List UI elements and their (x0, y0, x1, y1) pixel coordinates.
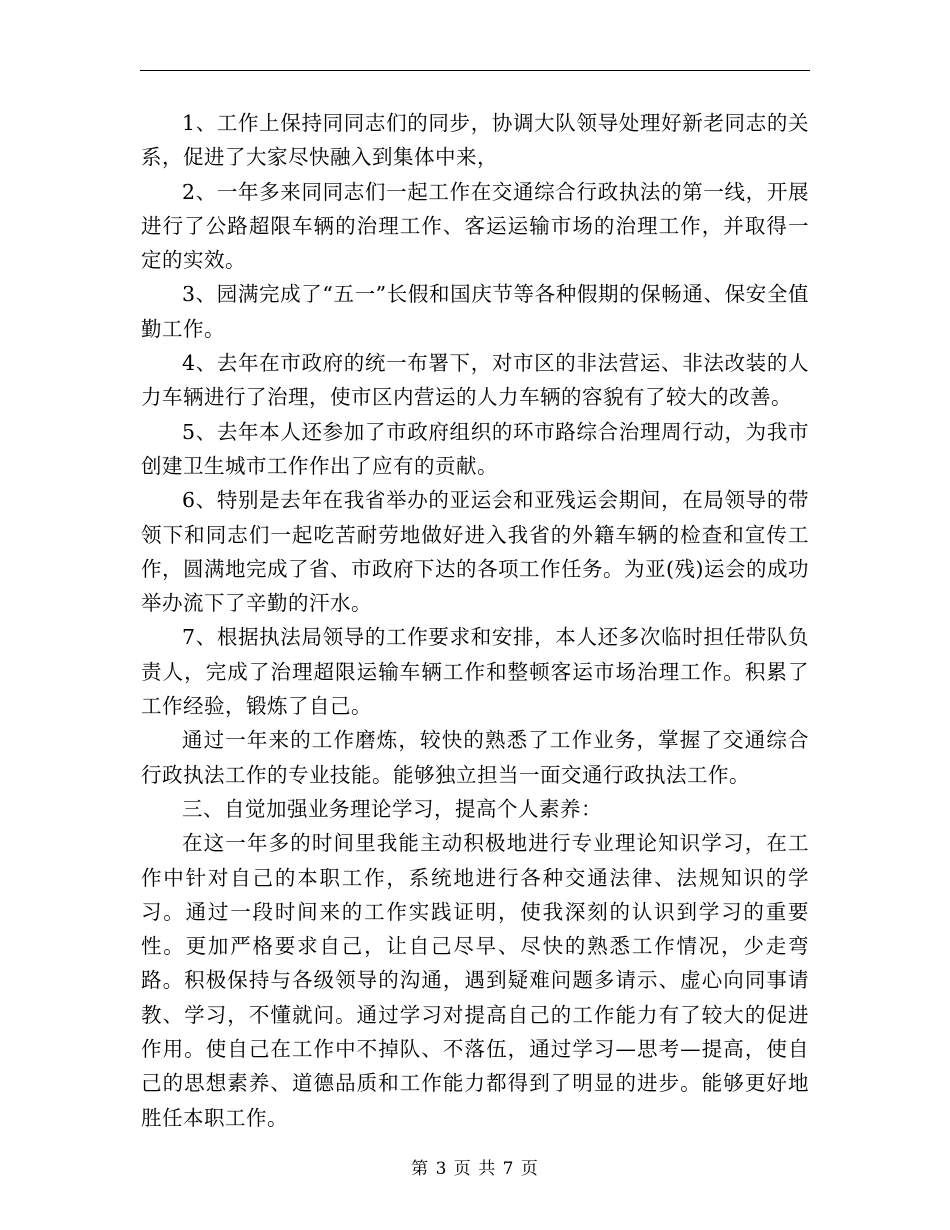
paragraph-item-2: 2、一年多来同同志们一起工作在交通综合行政执法的第一线，开展进行了公路超限车辆的治理工作、客运运输市场的治理工作，并取得一定的实效。 (141, 179, 809, 273)
paragraph-item-1: 1、工作上保持同同志们的同步，协调大队领导处理好新老同志的关系，促进了大家尽快融入到集体中来， (141, 111, 809, 170)
page-number: 第 3 页 共 7 页 (411, 1159, 539, 1179)
paragraph-item-4: 4、去年在市政府的统一布署下，对市区的非法营运、非法改装的人力车辆进行了治理，使市区内营运的人力车辆的容貌有了较大的改善。 (141, 351, 809, 410)
paragraph-item-5: 5、去年本人还参加了市政府组织的环市路综合治理周行动，为我市创建卫生城市工作作出了应有的贡献。 (141, 419, 809, 478)
paragraph-item-3: 3、园满完成了“五一”长假和国庆节等各种假期的保畅通、保安全值勤工作。 (141, 282, 809, 341)
paragraph-summary: 通过一年来的工作磨炼，较快的熟悉了工作业务，掌握了交通综合行政执法工作的专业技能。能够独立担当一面交通行政执法工作。 (141, 728, 809, 787)
paragraph-item-7: 7、根据执法局领导的工作要求和安排，本人还多次临时担任带队负责人，完成了治理超限运输车辆工作和整顿客运市场治理工作。积累了工作经验，锻炼了自己。 (141, 625, 809, 719)
document-body (141, 106, 809, 1135)
paragraph-study: 在这一年多的时间里我能主动积极地进行专业理论知识学习，在工作中针对自己的本职工作，系统地进行各种交通法律、法规知识的学习。通过一段时间来的工作实践证明，使我深刻的认识到学习的重要性。更加严格要求自己，让自己尽早、尽快的熟悉工作情况，少走弯路。积极保持与各级领导的沟通，遇到疑难问题多请示、虚心向同事请教、学习，不懂就问。通过学习对提高自己的工作能力有了较大的促进作用。使自己在工作中不掉队、不落伍，通过学习—思考—提高，使自己的思想素养、道德品质和工作能力都得到了明显的进步。能够更好地胜任本职工作。 (141, 831, 809, 1130)
header-rule (140, 70, 810, 71)
paragraph-item-6: 6、特别是去年在我省举办的亚运会和亚残运会期间，在局领导的带领下和同志们一起吃苦耐劳地做好进入我省的外籍车辆的检查和宣传工作，圆满地完成了省、市政府下达的各项工作任务。为亚(残)运会的成功举办流下了辛勤的汗水。 (141, 488, 809, 616)
section-heading: 三、自觉加强业务理论学习，提高个人素养： (182, 796, 602, 821)
